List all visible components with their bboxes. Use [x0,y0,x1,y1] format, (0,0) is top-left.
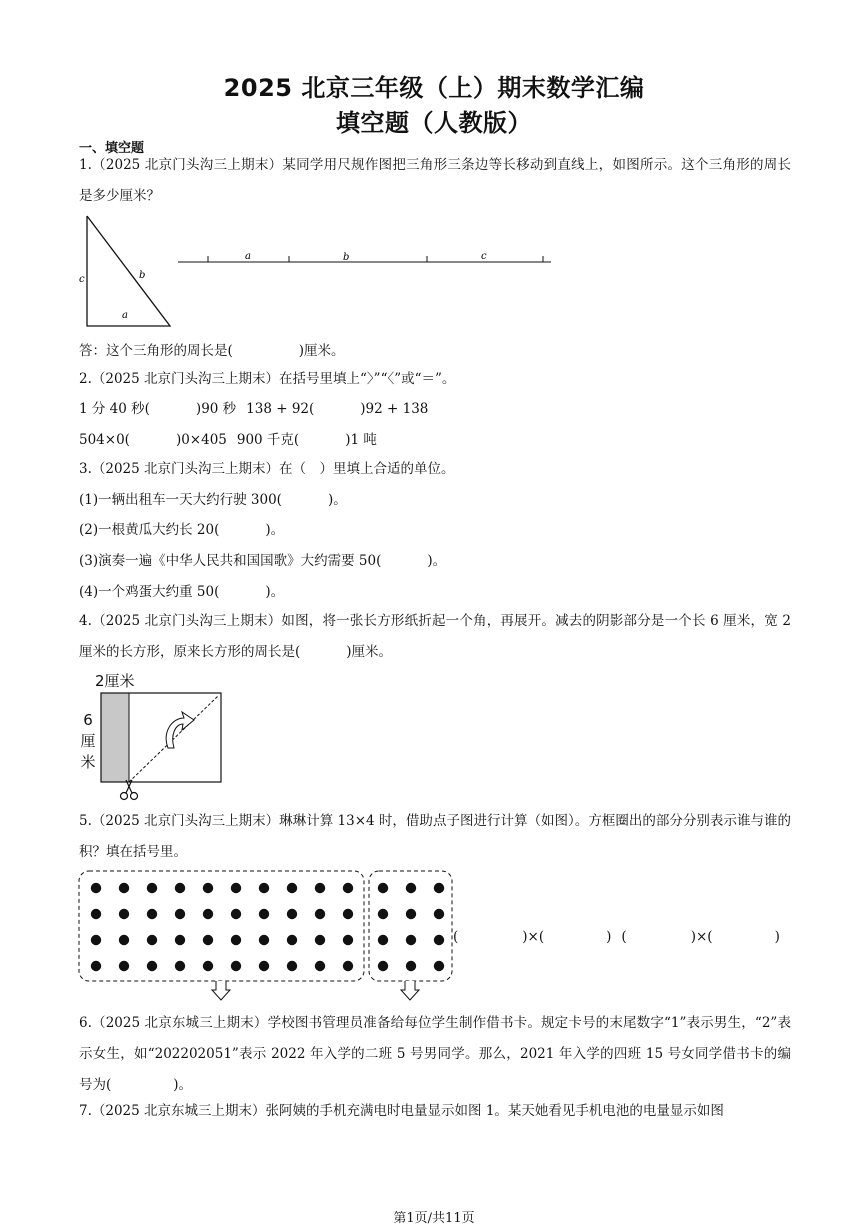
dot [287,961,297,971]
q1-answer [79,345,345,359]
q4-text-part1: 4.（2025 北京门头沟三上期末）如图，将一张长方形纸折起一个角，再展开。减去的阴影部分是一个长 6 厘米，宽 2 厘米的长方形，原来长方形的周长是( [79,613,791,660]
dot [259,909,269,919]
dot [287,909,297,919]
dot [406,935,416,945]
dot [287,883,297,893]
q1-label-a: a [122,310,128,321]
q3-item-right: )。 [327,492,347,508]
dot [406,883,416,893]
q3-item-left: (2)一根黄瓜大约长 20( [79,522,220,538]
dot [378,883,388,893]
q5-arrow-down-icon [401,981,419,1000]
q2-r2b-right: )1 吨 [345,432,377,448]
dot [119,883,129,893]
dot [203,961,213,971]
q6-text-part2: )。 [173,1077,193,1093]
dot [434,909,444,919]
dot [91,961,101,971]
q4-figure [98,690,228,805]
q2-row1 [79,403,428,417]
dot [406,961,416,971]
q3-item [79,494,347,508]
q4-width-label: 2厘米 [95,672,135,690]
q4-fold-arrow-icon [166,712,194,748]
dot [343,883,353,893]
dot [315,961,325,971]
q3-item-left: (4)一个鸡蛋大约重 50( [79,584,220,600]
dot [119,935,129,945]
q3-item-right: )。 [265,584,285,600]
q1-line-label-b: b [343,252,350,263]
dot [315,935,325,945]
dot [231,961,241,971]
q2-r1a-left: 1 分 40 秒( [79,401,150,417]
dot [91,935,101,945]
dot [175,883,185,893]
doc-title-line1: 2025 北京三年级（上）期末数学汇编 [223,74,645,102]
dot [91,883,101,893]
dot [259,883,269,893]
q3-item-right: )。 [265,522,285,538]
dot [175,961,185,971]
q3-text: 3.（2025 北京门头沟三上期末）在（ ）里填上合适的单位。 [79,461,455,477]
q5-dot-figure [76,868,461,1006]
q1-line-label-a: a [245,251,251,262]
dot [203,883,213,893]
q6-text-part1: 6.（2025 北京东城三上期末）学校图书管理员准备给每位学生制作借书卡。规定卡号的末尾数字“1”表示男生，“2”表示女生，如“202202051”表示 2022 年入学的二班 5 号男同学。那么，2021 年入学的四班 15 号女同学借书卡的编号为( [79,1015,791,1093]
doc-title-line2: 填空题（人教版） [336,109,532,137]
q2-r1b-left: 138 + 92( [246,401,315,417]
dot [231,883,241,893]
q5-arrow-down-icon [212,981,230,1000]
dot [147,935,157,945]
q2-row2 [79,434,377,448]
q1-line-label-c: c [481,251,487,262]
scissors-icon [121,780,138,800]
page-number: 第1页/共11页 [393,1211,475,1226]
q1-answer-prefix: 答：这个三角形的周长是( [79,343,233,359]
q4-height-label: 6 厘 米 [80,711,96,771]
dot [378,935,388,945]
q7-text: 7.（2025 北京东城三上期末）张阿姨的手机充满电时电量显示如图 1。某天她看见手机电池的电量显示如图 [79,1103,724,1119]
q4-text [79,606,791,668]
q3-item [79,555,446,569]
dot [287,935,297,945]
dot [175,909,185,919]
dot [119,909,129,919]
dot [434,961,444,971]
dot [175,935,185,945]
q2-r1b-right: )92 + 138 [360,401,429,417]
q1-label-c: c [79,274,85,285]
q4-fold-line [129,696,218,782]
q1-text: 1.（2025 北京门头沟三上期末）某同学用尺规作图把三角形三条边等长移动到直线上，如图所示。这个三角形的周长是多少厘米？ [79,157,791,204]
dot [231,909,241,919]
dot [91,909,101,919]
dot [147,909,157,919]
dot [378,909,388,919]
dot [343,961,353,971]
dot [231,935,241,945]
q5-text: 5.（2025 北京门头沟三上期末）琳琳计算 13×4 时，借助点子图进行计算（如图）。方框圈出的部分分别表示谁与谁的积？填在括号里。 [79,813,791,860]
q3-item-left: (3)演奏一遍《中华人民共和国国歌》大约需要 50( [79,553,382,569]
q3-item [79,586,284,600]
q2-text: 2.（2025 北京门头沟三上期末）在括号里填上“〉”“〈”或“＝”。 [79,371,456,387]
dot [203,935,213,945]
q2-r2a-left: 504×0( [79,432,130,448]
q1-triangle [87,216,170,326]
q4-text-part2: )厘米。 [346,644,393,660]
dot [147,961,157,971]
q3-item-right: )。 [427,553,447,569]
dot [406,909,416,919]
dot [343,909,353,919]
q4-shaded-strip [101,693,129,782]
dot [259,935,269,945]
q2-r1a-right: )90 秒 [195,401,237,417]
dot [315,883,325,893]
q1-answer-suffix: )厘米。 [298,343,345,359]
dot [378,961,388,971]
q2-r2a-right: )0×405 [175,432,227,448]
dot [434,883,444,893]
dot [147,883,157,893]
dot [434,935,444,945]
q1-label-b: b [139,270,146,281]
q3-item [79,524,284,538]
q3-item-left: (1)一辆出租车一天大约行驶 300( [79,492,282,508]
q5-answer: ( )×( ) ( )×( ) [453,929,780,945]
q5-dots [91,883,444,971]
dot [203,909,213,919]
dot [119,961,129,971]
q6-text [79,1008,791,1101]
dot [315,909,325,919]
q2-r2b-left: 900 千克( [236,432,300,448]
q1-figure [75,212,555,332]
dot [259,961,269,971]
section-heading: 一、填空题 [79,141,145,156]
dot [343,935,353,945]
